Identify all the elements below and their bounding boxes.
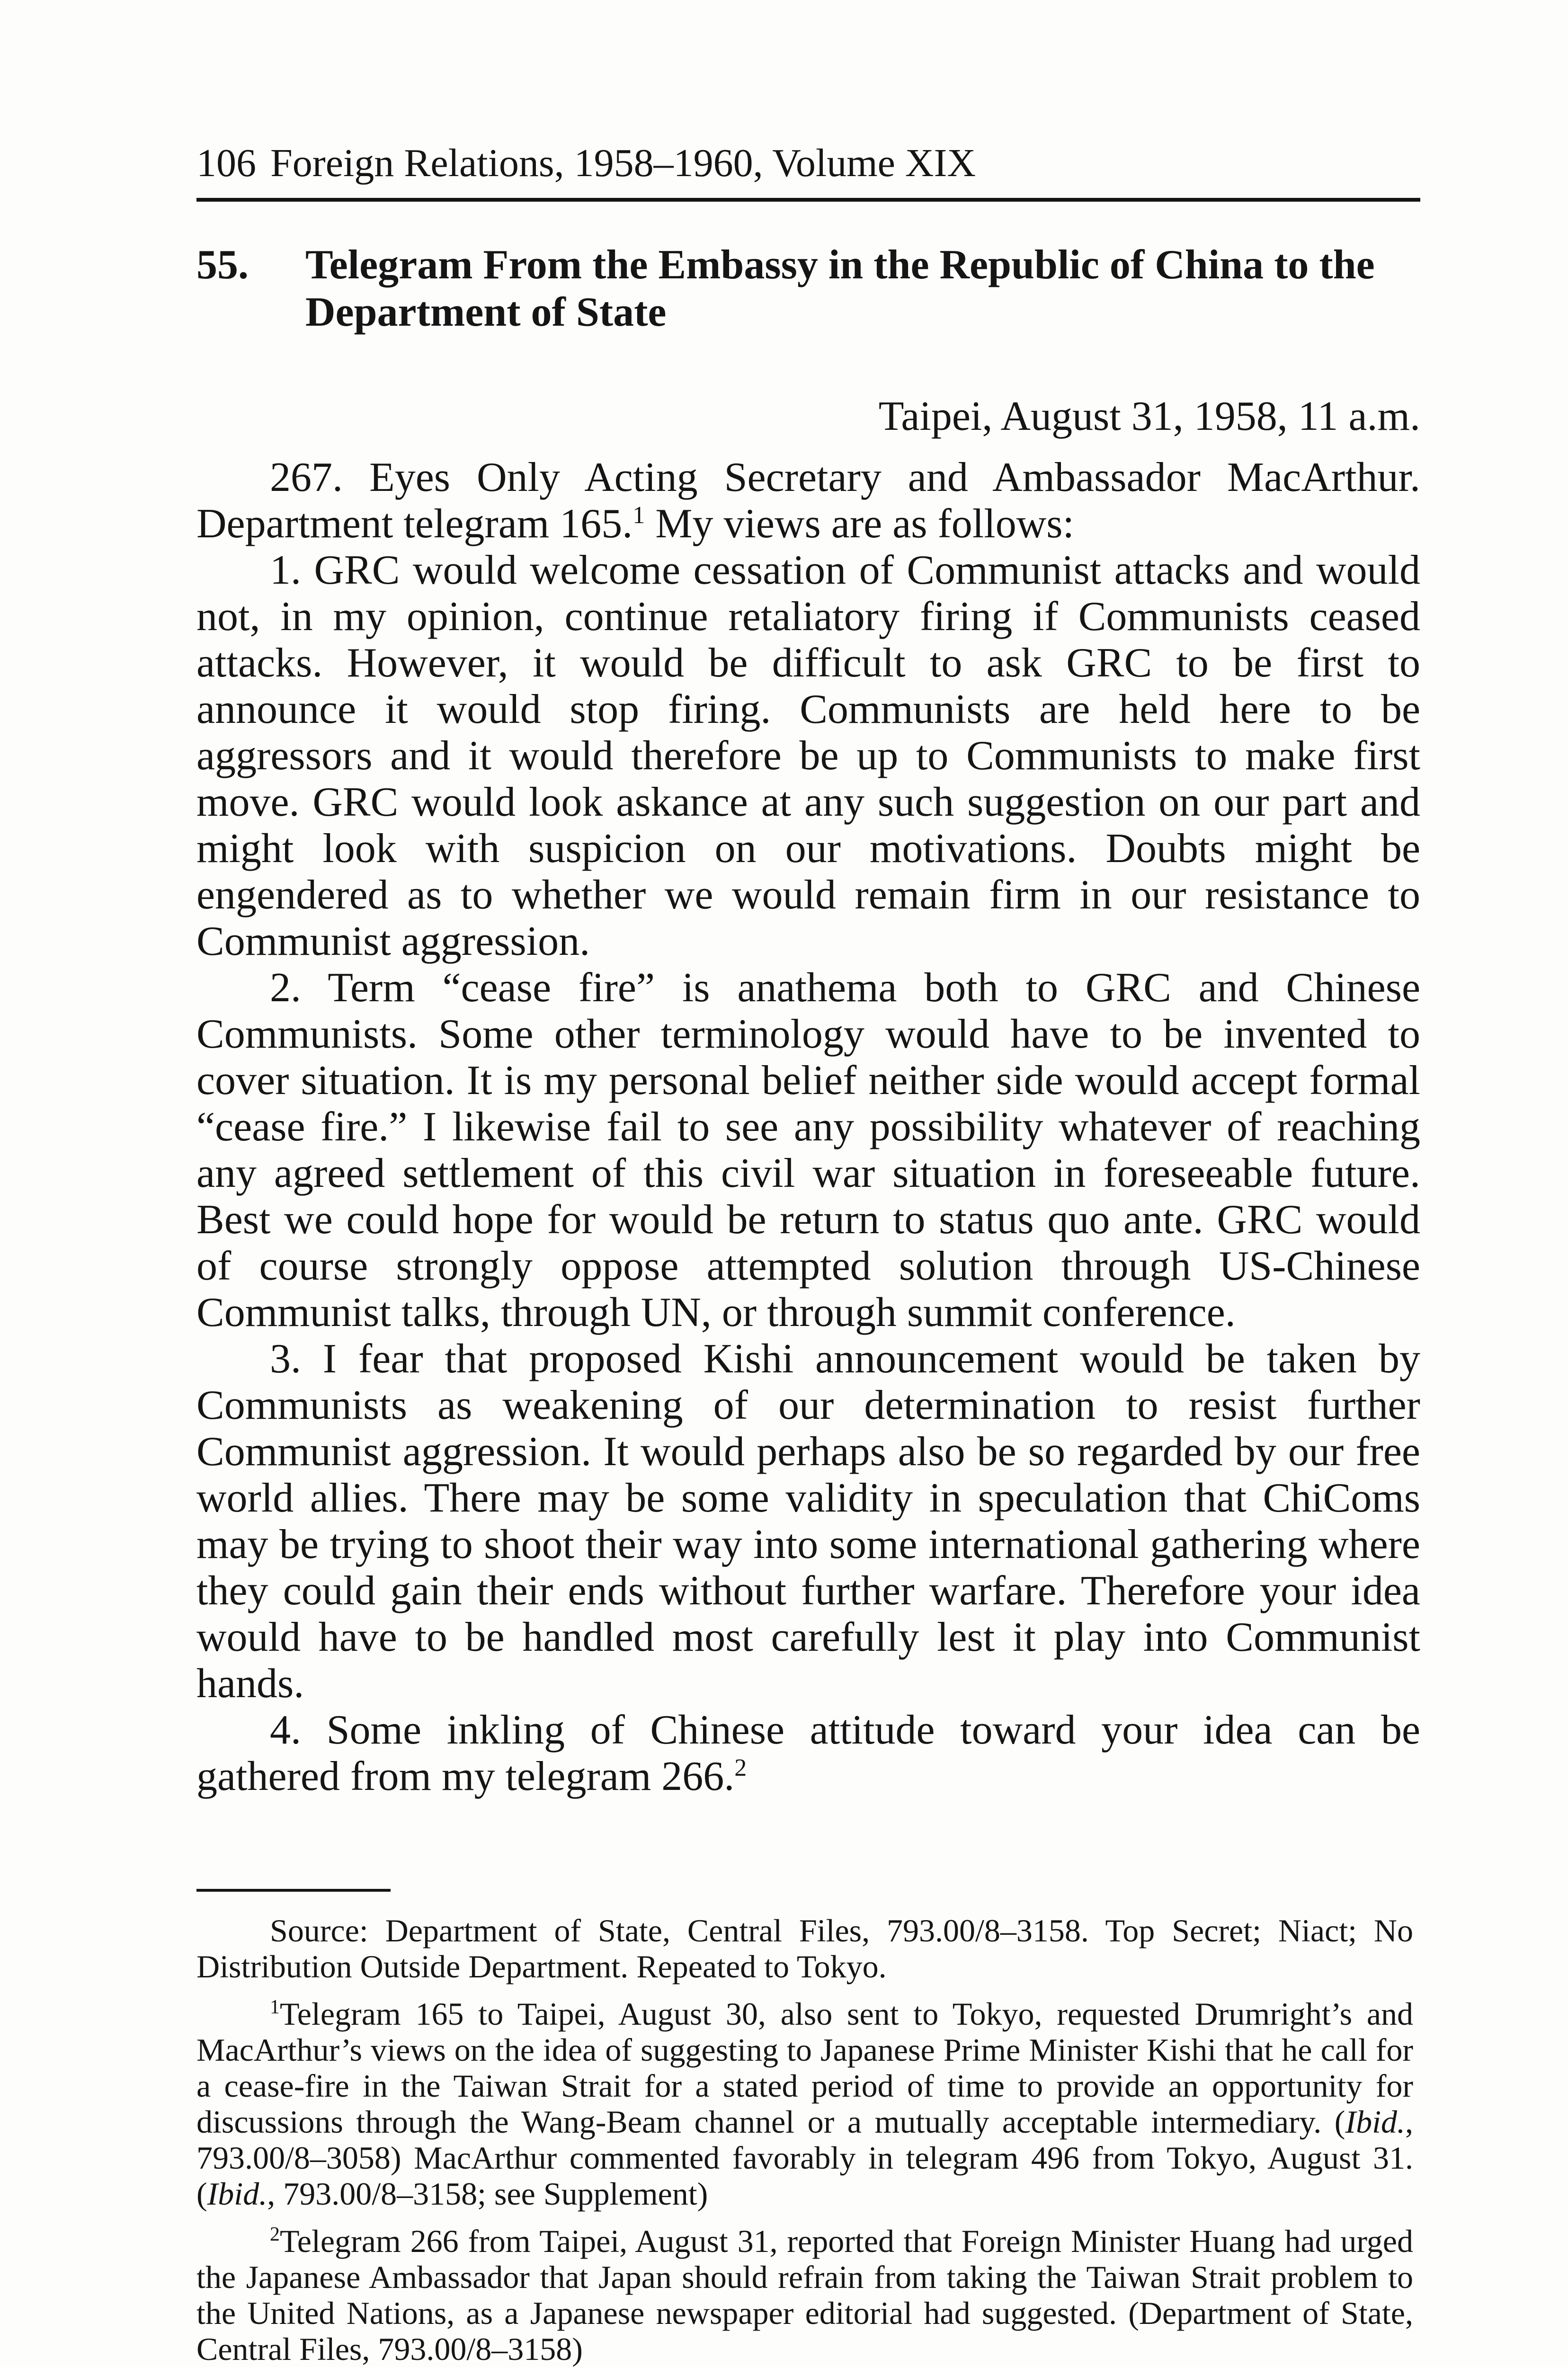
footnote-rule [196, 1889, 391, 1892]
running-head [196, 140, 976, 187]
footnote-ref-1: 1 [633, 502, 645, 529]
telegram-body [196, 454, 1420, 1800]
header-rule [196, 198, 1420, 202]
opening-paragraph: 267. Eyes Only Acting Secretary and Ambassador MacArthur. Department telegram 165.$^1$ My views are as follows: [196, 454, 1420, 547]
document-number: 55. [196, 242, 249, 288]
page-number: 106 [196, 141, 256, 185]
paragraph-point-2: 2. Term “cease fire” is anathema both to GRC and Chinese Communists. Some other terminology would have to be invented to cover situation. It is my personal belief neither side would accept formal “cease fire.” I likewise fail to see any possibility whatever of reaching any agreed settlement of this civil war situation in foreseeable future. Best we could hope for would be return to status quo ante. GRC would of course strongly oppose attempted solution through US-Chinese Communist talks, through UN, or through summit conference. [196, 965, 1420, 1335]
footnote-2: $^2$Telegram 266 from Taipei, August 31, reported that Foreign Minister Huang had urged the Japanese Ambassador that Japan should refrain from taking the Taiwan Strait problem to the United Nations, as a Japanese newspaper editorial had suggested. (Department of State, Central Files, 793.00/8–3158) [196, 2223, 1413, 2367]
footnotes [196, 1913, 1413, 2367]
paragraph-point-4: 4. Some inkling of Chinese attitude toward your idea can be gathered from my telegram 266.$^2$ [196, 1707, 1420, 1799]
document-title: Telegram From the Embassy in the Republic of China to the Department of State [305, 242, 1375, 335]
dateline: Taipei, August 31, 1958, 11 a.m. [878, 393, 1420, 439]
footnote-ref-2: 2 [734, 1754, 747, 1781]
footnote-1: $^1$Telegram 165 to Taipei, August 30, also sent to Tokyo, requested Drumright’s and MacArthur’s views on the idea of suggesting to Japanese Prime Minister Kishi that he call for a cease-fire in the Taiwan Strait for a stated period of time to provide an opportunity for discussions through the Wang-Beam channel or a mutually acceptable intermediary. (Ibid., 793.00/8–3058) MacArthur commented favorably in telegram 496 from Tokyo, August 31. (Ibid., 793.00/8–3158; see Supplement) [196, 1996, 1413, 2212]
source-note: Source: Department of State, Central Files, 793.00/8–3158. Top Secret; Niact; No Distribution Outside Department. Repeated to Tokyo. [196, 1913, 1413, 1984]
paragraph-point-3: 3. I fear that proposed Kishi announcement would be taken by Communists as weakening of our determination to resist further Communist aggression. It would perhaps also be so regarded by our free world allies. There may be some validity in speculation that ChiComs may be trying to shoot their way into some international gathering where they could gain their ends without further warfare. Therefore your idea would have to be handled most carefully lest it play into Communist hands. [196, 1336, 1420, 1707]
volume-title: Foreign Relations, 1958–1960, Volume XIX [270, 141, 976, 185]
paragraph-point-1: 1. GRC would welcome cessation of Communist attacks and would not, in my opinion, continue retaliatory firing if Communists ceased attacks. However, it would be difficult to ask GRC to be first to announce it would stop firing. Communists are held here to be aggressors and it would therefore be up to Communists to make first move. GRC would look askance at any such suggestion on our part and might look with suspicion on our motivations. Doubts might be engendered as to whether we would remain firm in our resistance to Communist aggression. [196, 547, 1420, 964]
